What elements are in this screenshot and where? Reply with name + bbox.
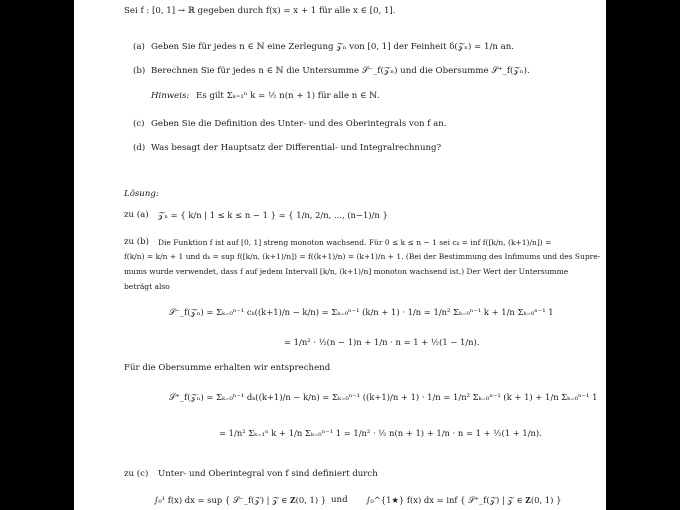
lower-sum-equation-1: 𝒮⁻_f(𝒵ₙ) = Σₖ₌₀ⁿ⁻¹ cₖ((k+1)/n − k/n) = Σₖ₌₀ⁿ⁻¹ (k/n + 1) · 1/n = 1/n² Σₖ₌₀ⁿ⁻¹ k + 1/n Σₖ₌₀ⁿ⁻¹ 1: [169, 307, 554, 317]
solution-a-label: zu (a): [124, 210, 149, 220]
hint-text: Es gilt Σₖ₌₁ⁿ k = ½ n(n + 1) für alle n ∈ ℕ.: [196, 91, 380, 101]
upper-sum-equation-2: = 1/n² Σₖ₌₁ⁿ k + 1/n Σₖ₌₀ⁿ⁻¹ 1 = 1/n² · ½ n(n + 1) + 1/n · n = 1 + ½(1 + 1/n).: [219, 428, 542, 438]
task-b-text: Berechnen Sie für jedes n ∈ ℕ die Untersumme 𝒮⁻_f(𝒵ₙ) und die Obersumme 𝒮⁺_f(𝒵ₙ).: [151, 66, 530, 76]
solution-b-line-1: Die Funktion f ist auf [0, 1] streng monoton wachsend. Für 0 ≤ k ≤ n − 1 sei cₖ = inf f([k/n, (k+1)/n]) =: [158, 238, 552, 247]
upper-sum-equation-1: 𝒮⁺_f(𝒵ₙ) = Σₖ₌₀ⁿ⁻¹ dₖ((k+1)/n − k/n) = Σₖ₌₀ⁿ⁻¹ ((k+1)/n + 1) · 1/n = 1/n² Σₖ₌₀ⁿ⁻¹ (k + 1) + 1/n Σₖ₌₀ⁿ⁻¹ 1: [169, 392, 598, 402]
solution-heading: Lösung:: [124, 189, 159, 199]
solution-b-label: zu (b): [124, 237, 150, 247]
solution-a-formula: 𝒵ₙ = { k/n | 1 ≤ k ≤ n − 1 } = { 1/n, 2/n, ..., (n−1)/n }: [158, 210, 388, 220]
document-page: [74, 0, 606, 510]
task-a-label: (a): [133, 42, 145, 52]
solution-b-line-4: beträgt also: [124, 282, 170, 291]
problem-intro: Sei f : [0, 1] → ℝ gegeben durch f(x) = x + 1 für alle x ∈ [0, 1].: [124, 6, 396, 16]
task-d-text: Was besagt der Hauptsatz der Differential- und Integralrechnung?: [151, 143, 442, 153]
task-c-text: Geben Sie die Definition des Unter- und des Oberintegrals von f an.: [151, 119, 447, 129]
task-c-label: (c): [133, 119, 145, 129]
solution-c-label: zu (c): [124, 469, 149, 479]
solution-b-line-3: mums wurde verwendet, dass f auf jedem Intervall [k/n, (k+1)/n] monoton wachsend ist.) Der Wert der Untersumme: [124, 267, 569, 276]
task-b-label: (b): [133, 66, 146, 76]
hint-label: Hinweis:: [151, 91, 190, 101]
lower-integral-definition: ∫₀¹ f(x) dx = sup { 𝒮⁻_f(𝒵) | 𝒵 ∈ 𝐙(0, 1) }: [154, 495, 327, 505]
upper-sum-intro: Für die Obersumme erhalten wir entsprechend: [124, 363, 331, 373]
und-word: und: [331, 495, 348, 505]
task-d-label: (d): [133, 143, 146, 153]
task-a-text: Geben Sie für jedes n ∈ ℕ eine Zerlegung 𝒵ₙ von [0, 1] der Feinheit δ(𝒵ₙ) = 1/n an.: [151, 42, 515, 52]
lower-sum-equation-2: = 1/n² · ½(n − 1)n + 1/n · n = 1 + ½(1 − 1/n).: [284, 337, 480, 347]
solution-c-text: Unter- und Oberintegral von f sind definiert durch: [158, 469, 378, 479]
upper-integral-definition: ∫₀^{1★} f(x) dx = inf { 𝒮⁺_f(𝒵) | 𝒵 ∈ 𝐙(0, 1) }: [366, 495, 562, 505]
solution-b-line-2: f(k/n) = k/n + 1 und dₖ = sup f([k/n, (k+1)/n]) = f((k+1)/n) = (k+1)/n + 1. (Bei der Bestimmung des Infimums und des Supre-: [124, 252, 601, 261]
